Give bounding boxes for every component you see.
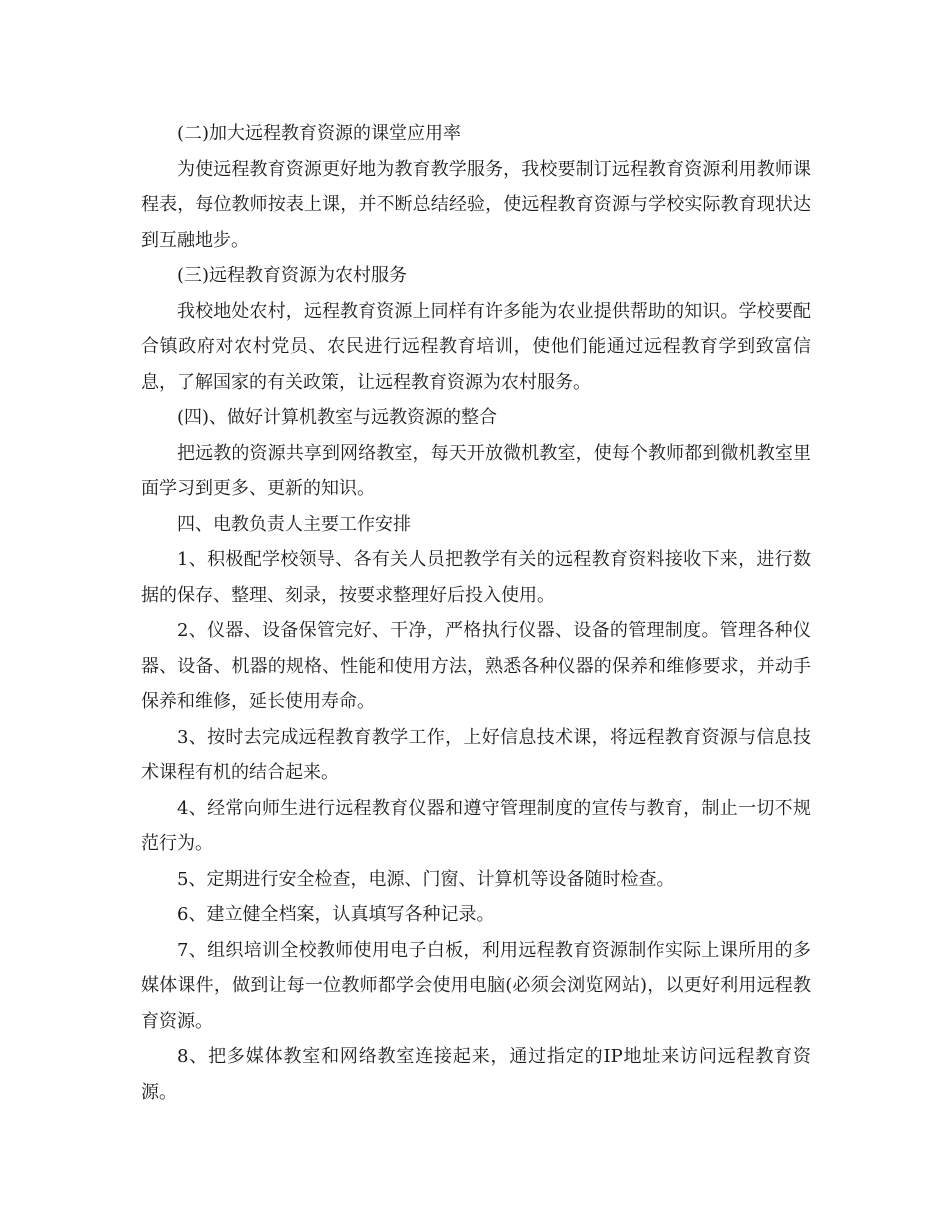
list-item: 1、积极配学校领导、各有关人员把教学有关的远程教育资料接收下来，进行数据的保存、整理、刻录，按要求整理好后投入使用。 <box>141 549 811 606</box>
list-item: 5、定期进行安全检查，电源、门窗、计算机等设备随时检查。 <box>177 868 675 890</box>
section-heading-4: (四)、做好计算机教室与远教资源的整合 <box>177 407 498 428</box>
section-heading-duties: 四、电教负责人主要工作安排 <box>177 513 411 535</box>
paragraph: 为使远程教育资源更好地为教育教学服务，我校要制订远程教育资源利用教师课程表，每位教师按表上课，并不断总结经验，使远程教育资源与学校实际教育现状达到互融地步。 <box>141 158 811 251</box>
section-heading-3: (三)远程教育资源为农村服务 <box>177 265 408 286</box>
document-body <box>141 116 811 1110</box>
list-item: 8、把多媒体教室和网络教室连接起来，通过指定的IP地址来访问远程教育资源。 <box>141 1046 811 1103</box>
list-item: 7、组织培训全校教师使用电子白板，利用远程教育资源制作实际上课所用的多媒体课件，做到让每一位教师都学会使用电脑(必须会浏览网站)，以更好利用远程教育资源。 <box>141 939 811 1032</box>
paragraph: 把远教的资源共享到网络教室，每天开放微机教室，使每个教师都到微机教室里面学习到更多、更新的知识。 <box>141 442 811 499</box>
section-heading-2: (二)加大远程教育资源的课堂应用率 <box>177 123 462 144</box>
list-item: 3、按时去完成远程教育教学工作，上好信息技术课，将远程教育资源与信息技术课程有机的结合起来。 <box>141 726 811 783</box>
list-item: 4、经常向师生进行远程教育仪器和遵守管理制度的宣传与教育，制止一切不规范行为。 <box>141 797 811 854</box>
paragraph: 我校地处农村，远程教育资源上同样有许多能为农业提供帮助的知识。学校要配合镇政府对农村党员、农民进行远程教育培训，使他们能通过远程教育学到致富信息，了解国家的有关政策，让远程教育资源为农村服务。 <box>141 300 811 393</box>
list-item: 2、仪器、设备保管完好、干净，严格执行仪器、设备的管理制度。管理各种仪器、设备、机器的规格、性能和使用方法，熟悉各种仪器的保养和维修要求，并动手保养和维修，延长使用寿命。 <box>141 620 811 712</box>
list-item: 6、建立健全档案，认真填写各种记录。 <box>177 904 495 925</box>
